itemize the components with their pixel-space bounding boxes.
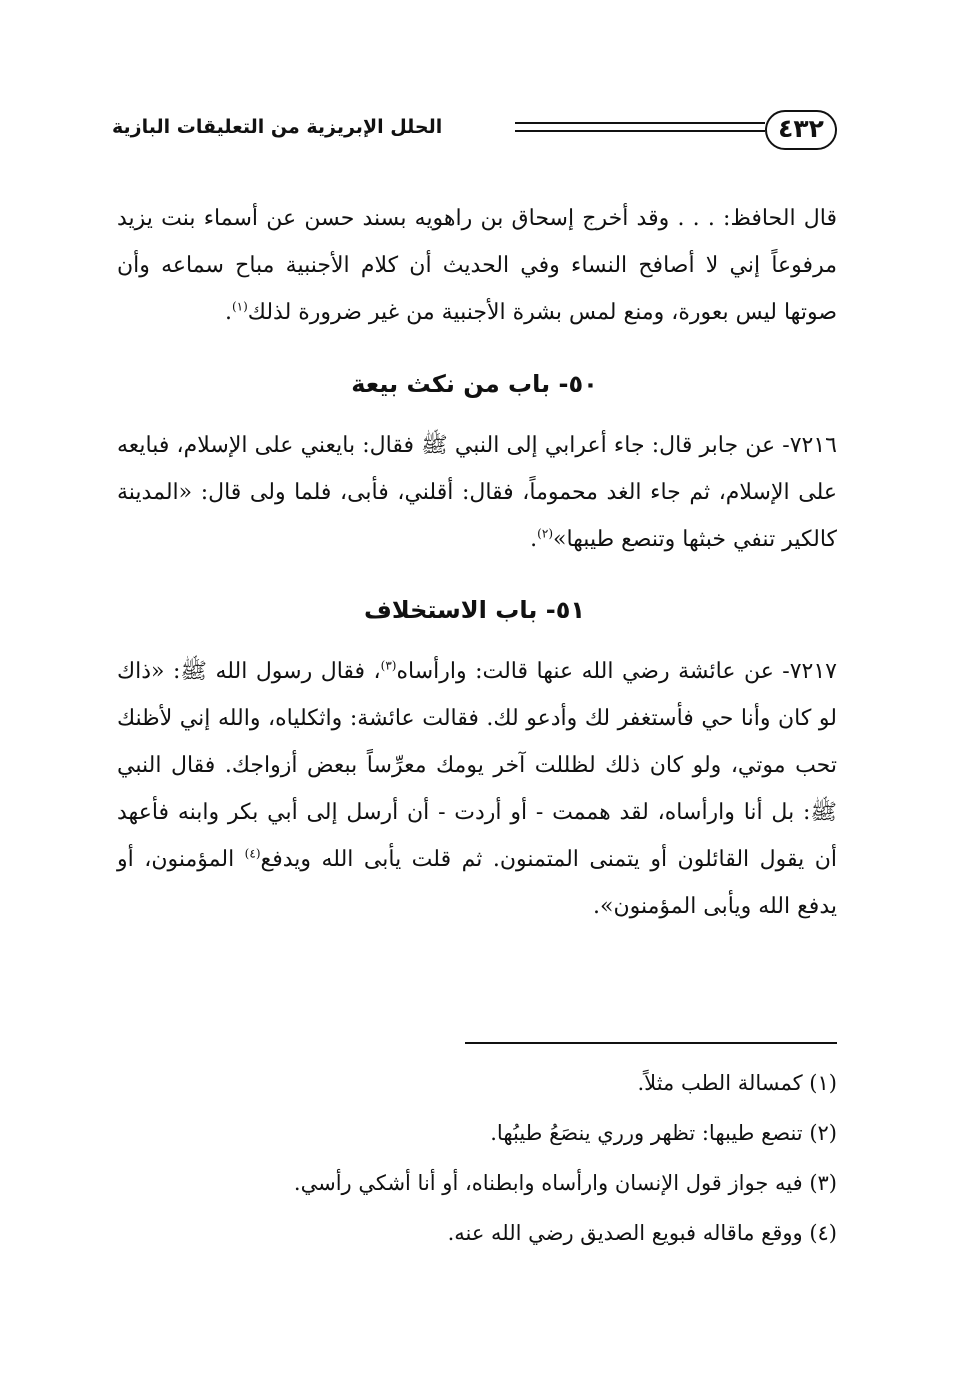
hadith-7217-text (117, 648, 837, 930)
intro-body: قال الحافظ: . . . وقد أخرج إسحاق بن راهويه بسند حسن عن أسماء بنت يزيد مرفوعاً إني لا أصافح النساء وفي الحديث أن كلام الأجنبية مباح سماعه وأن صوتها ليس بعورة، ومنع لمس بشرة الأجنبية من غير ضرورة لذلك (117, 206, 837, 325)
page-number: ٤٣٢ (765, 110, 837, 150)
footnote-1: (١) كمسالة الطب مثلاً. (637, 1071, 837, 1095)
footnote-marker-4: (٤) (244, 846, 261, 861)
footnotes (117, 1058, 837, 1258)
footnote-marker-2: (٢) (537, 526, 553, 541)
hadith-7216-body: ٧٢١٦- عن جابر قال: جاء أعرابي إلى النبي ﷺ فقال: بايعني على الإسلام، فبايعه على الإسلام، ثم جاء الغد محموماً، فقال: أقلني، فأبى، فلما ولى قال: «المدينة كالكير تنفي خبثها وتنصع طيبها» (117, 433, 837, 552)
footnote-marker-3: (٣) (380, 658, 397, 673)
footnote-separator (465, 1042, 837, 1044)
hadith-7216 (117, 422, 837, 563)
intro-end: . (224, 300, 232, 325)
footnote-marker-1: (١) (231, 299, 248, 314)
intro-text (117, 195, 837, 336)
footnote-4: (٤) ووقع ماقاله فبويع الصديق رضي الله عنه. (447, 1221, 837, 1245)
hadith-7217-part3: المؤمنون، أو يدفع الله ويأبى المؤمنون». (117, 847, 837, 919)
book-title: الحلل الإبريزية من التعليقات البازية (112, 116, 443, 138)
footnote-3: (٣) فيه جواز قول الإنسان وارأساه وابطناه، أو أنا أشكي رأسي. (293, 1171, 837, 1195)
hadith-7217-part1: ٧٢١٧- عن عائشة رضي الله عنها قالت: وارأساه (396, 659, 837, 684)
chapter-heading-51: ٥١- باب الاستخلاف (363, 596, 585, 624)
hadith-7216-end: . (530, 527, 538, 552)
running-header (112, 108, 837, 156)
header-rule (515, 122, 765, 132)
hadith-7217 (117, 648, 837, 930)
hadith-7217-part2: ، فقال رسول الله ﷺ: «ذاك لو كان وأنا حي فأستغفر لك وأدعو لك. فقالت عائشة: واثكلياه، والله إني لأظنك تحب موتي، ولو كان ذلك لظللت آخر يومك معرِّساً ببعض أزواجك. فقال النبي ﷺ: بل أنا وارأساه، لقد هممت - أو أردت - أن أرسل إلى أبي بكر وابنه فأعهد أن يقول القائلون أو يتمنى المتمنون. ثم قلت يأبى الله ويدفع (117, 659, 837, 872)
chapter-heading-50: ٥٠- باب من نكث بيعة (351, 370, 598, 398)
intro-paragraph (117, 195, 837, 336)
hadith-7216-text (117, 422, 837, 563)
footnote-2: (٢) تنصع طيبها: تظهر ورري ينصَعُ طيبُها. (490, 1121, 837, 1145)
